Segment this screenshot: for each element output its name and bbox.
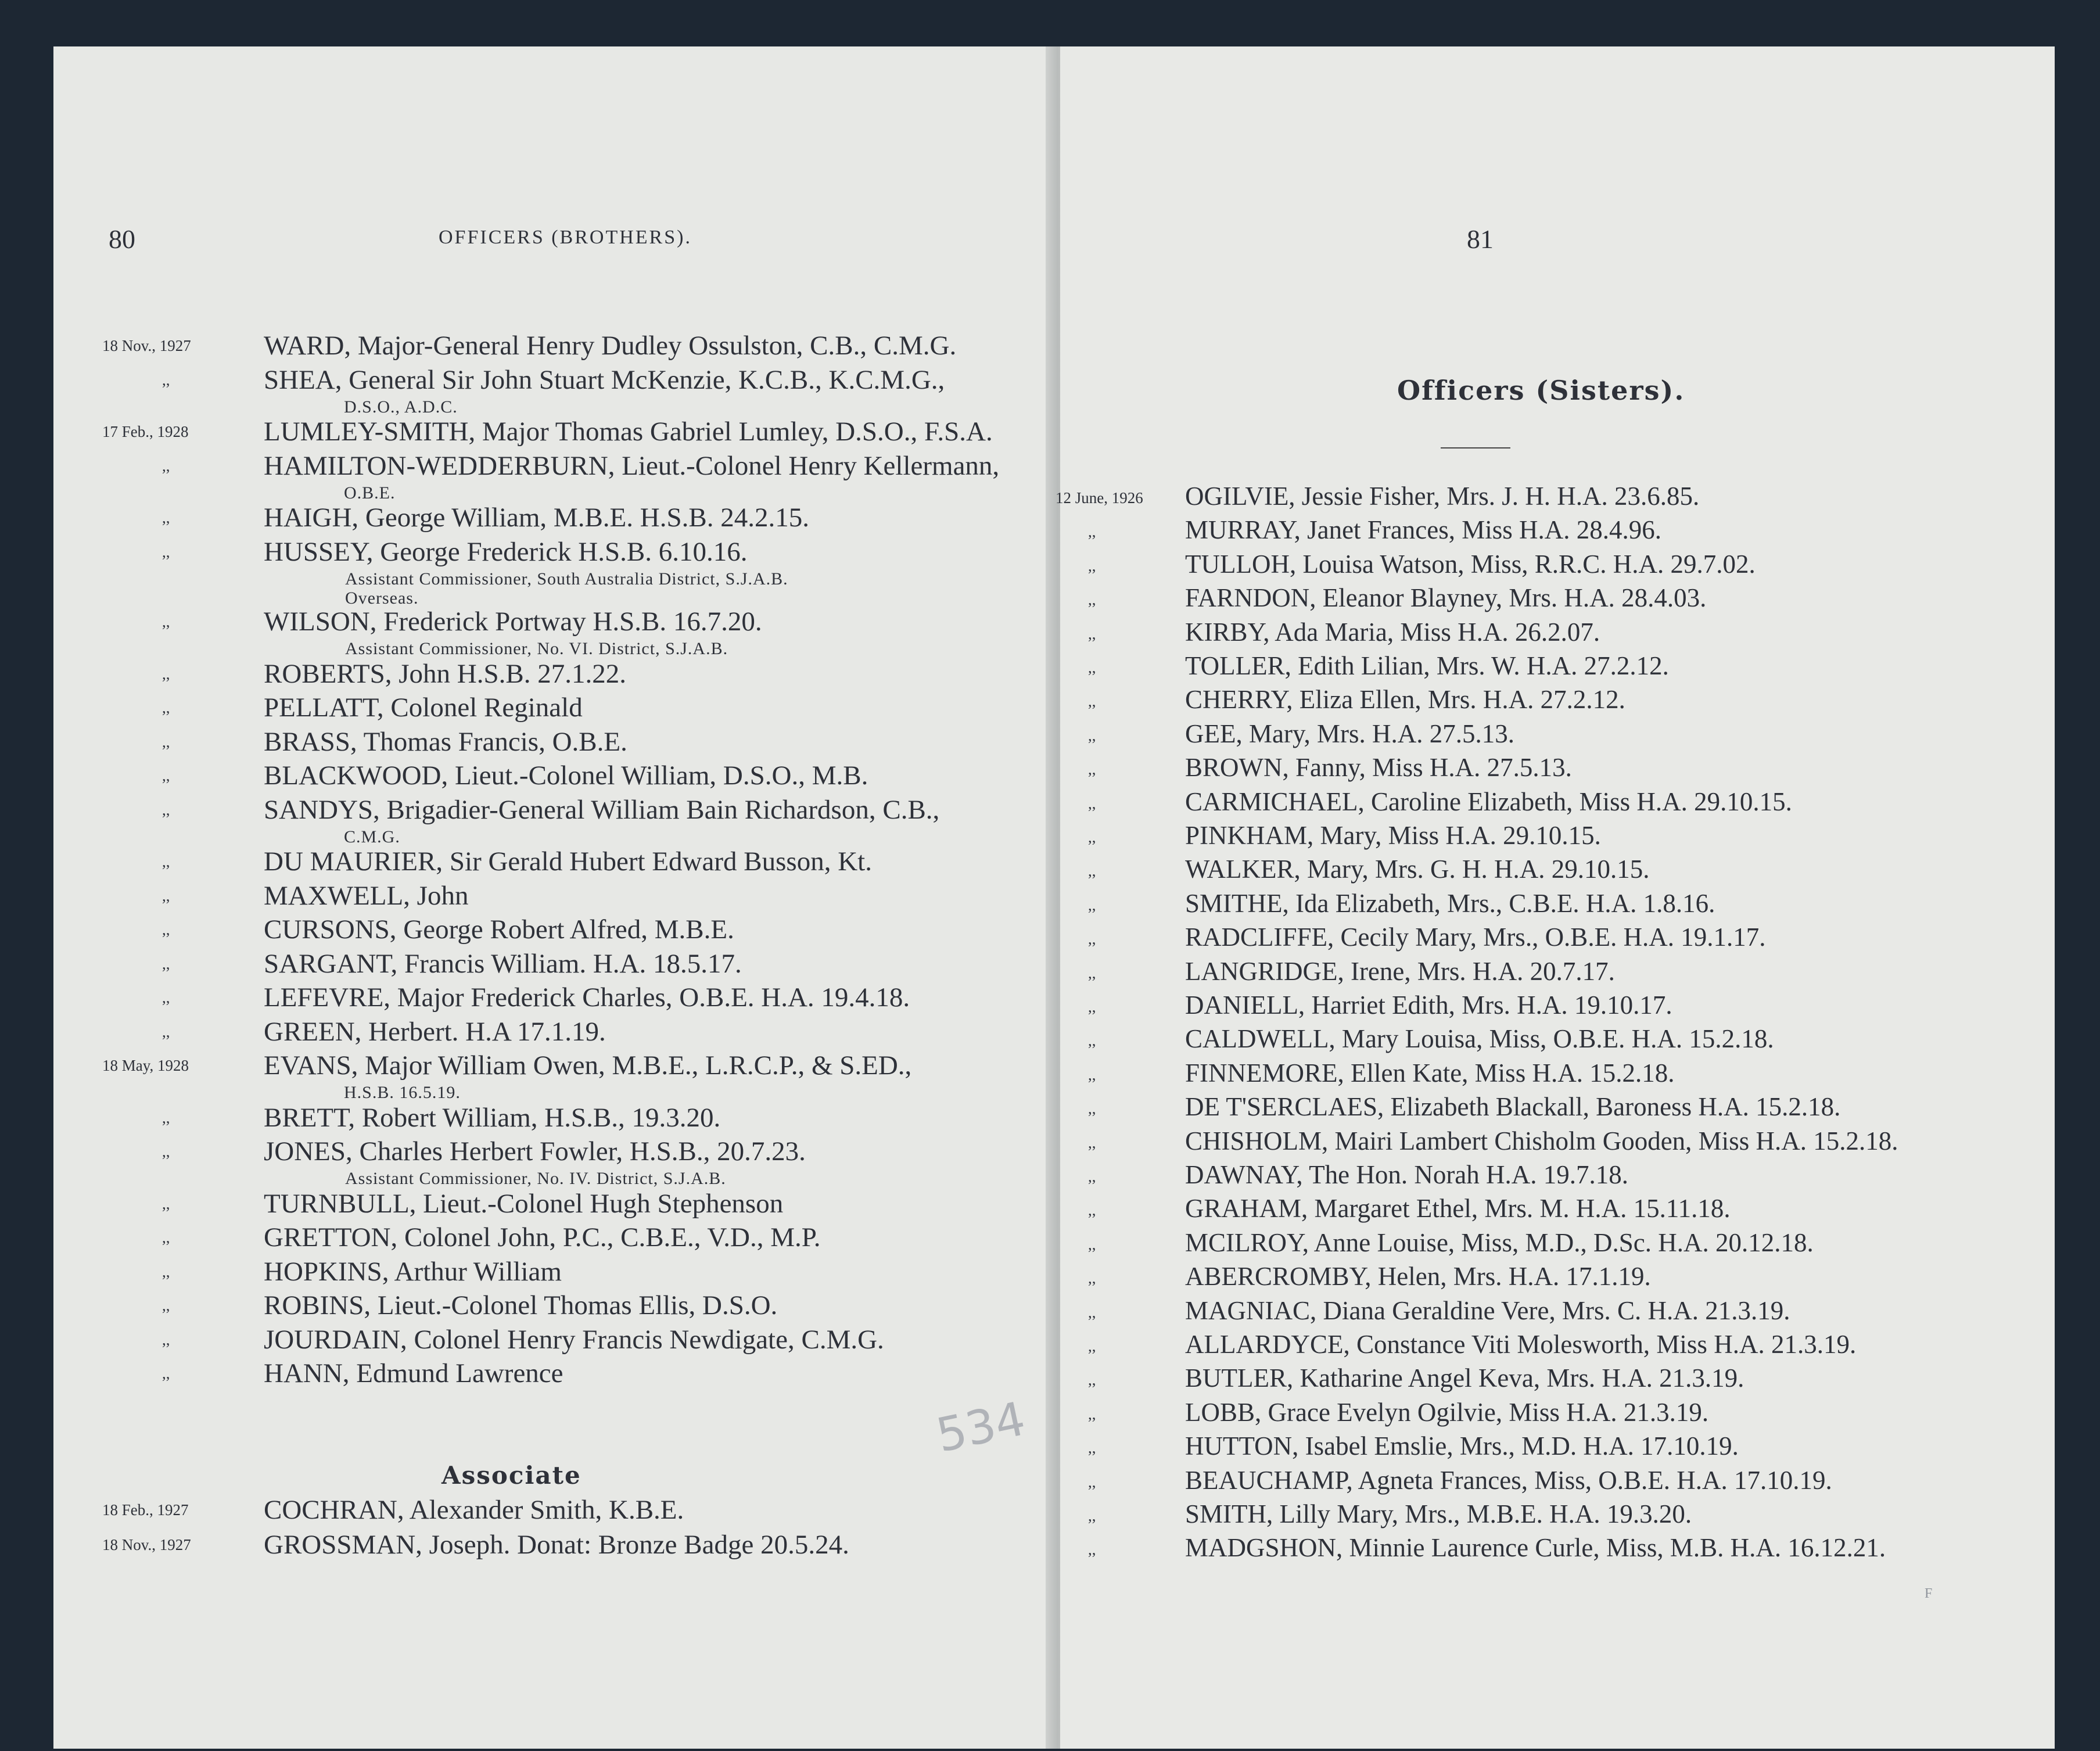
entry-date: ,, [1088,1439,1096,1457]
entry-name: LEFEVRE, Major Frederick Charles, O.B.E. H.A. 19.4.18. [264,982,910,1013]
entry-date: ,, [162,733,170,751]
entry-name: WALKER, Mary, Mrs. G. H. H.A. 29.10.15. [1185,855,1650,884]
page-number: 81 [1467,224,1494,254]
entry-subline: H.S.B. 16.5.19. [344,1083,461,1102]
entry-name: HAMILTON-WEDDERBURN, Lieut.-Colonel Henry Kellermann, [264,450,1000,481]
entry-date: ,, [162,371,170,389]
entry-date: ,, [162,457,170,475]
entry-subline: Assistant Commissioner, No. VI. District, S.J.A.B. [345,639,728,658]
entry-name: LUMLEY-SMITH, Major Thomas Gabriel Lumley, D.S.O., F.S.A. [264,417,993,447]
entry-date: ,, [1088,1168,1096,1185]
entry-date: ,, [162,1262,170,1280]
entry-name: BEAUCHAMP, Agneta Frances, Miss, O.B.E. H.A. 17.10.19. [1185,1465,1832,1495]
entry-date: ,, [162,767,170,784]
entry-subline: Assistant Commissioner, South Australia District, S.J.A.B. [345,569,788,589]
entry-name: GEE, Mary, Mrs. H.A. 27.5.13. [1185,719,1515,748]
entry-name: HANN, Edmund Lawrence [264,1358,563,1388]
entry-date: ,, [162,1365,170,1382]
entry-subline: C.M.G. [344,827,400,846]
entry-name: CALDWELL, Mary Louisa, Miss, O.B.E. H.A. 15.2.18. [1185,1024,1774,1054]
entry-name: HAIGH, George William, M.B.E. H.S.B. 24.2.15. [264,503,809,533]
entry-date: ,, [1088,1337,1096,1355]
entry-name: FINNEMORE, Ellen Kate, Miss H.A. 15.2.18. [1185,1058,1675,1088]
entry-date: ,, [162,543,170,561]
entry-date: ,, [1088,1100,1096,1118]
entry-name: MAGNIAC, Diana Geraldine Vere, Mrs. C. H.A. 21.3.19. [1185,1296,1790,1325]
entry-name: ABERCROMBY, Helen, Mrs. H.A. 17.1.19. [1185,1262,1651,1291]
entry-date: ,, [1088,726,1096,744]
entry-date: ,, [1088,794,1096,812]
associate-name: COCHRAN, Alexander Smith, K.B.E. [264,1495,684,1525]
entry-date: ,, [1088,1032,1096,1050]
entry-date: ,, [1088,659,1096,676]
entry-name: HOPKINS, Arthur William [264,1256,562,1287]
entry-name: EVANS, Major William Owen, M.B.E., L.R.C.P., & S.ED., [264,1050,912,1081]
associate-name: GROSSMAN, Joseph. Donat: Bronze Badge 20.5.24. [264,1530,849,1560]
entry-date: ,, [1088,828,1096,846]
entry-name: GRETTON, Colonel John, P.C., C.B.E., V.D., M.P. [264,1222,821,1253]
entry-date: ,, [162,1022,170,1040]
entry-date: ,, [162,955,170,973]
signature-mark: F [1925,1586,1933,1601]
entry-date: ,, [162,1143,170,1160]
entry-name: JONES, Charles Herbert Fowler, H.S.B., 20.7.23. [264,1136,806,1167]
entry-name: WARD, Major-General Henry Dudley Ossulston, C.B., C.M.G. [264,331,957,361]
entry-date: ,, [162,509,170,526]
entry-name: RADCLIFFE, Cecily Mary, Mrs., O.B.E. H.A. 19.1.17. [1185,923,1766,952]
entry-name: GREEN, Herbert. H.A 17.1.19. [264,1016,606,1047]
entry-date: 18 Nov., 1927 [102,337,191,354]
associate-heading: Associate [441,1461,581,1490]
entry-name: FARNDON, Eleanor Blayney, Mrs. H.A. 28.4.03. [1185,583,1707,613]
entry-date: ,, [1088,1201,1096,1219]
entry-date: ,, [1088,1405,1096,1423]
entry-name: BUTLER, Katharine Angel Keva, Mrs. H.A. 21.3.19. [1185,1364,1744,1393]
entry-name: PINKHAM, Mary, Miss H.A. 29.10.15. [1185,821,1601,850]
entry-date: 17 Feb., 1928 [102,423,189,440]
entry-name: CHERRY, Eliza Ellen, Mrs. H.A. 27.2.12. [1185,685,1625,715]
entry-name: KIRBY, Ada Maria, Miss H.A. 26.2.07. [1185,617,1600,647]
entry-date: ,, [1088,1065,1096,1083]
running-head: OFFICERS (BROTHERS). [439,227,692,248]
entry-date: ,, [1088,930,1096,948]
entry-name: BRASS, Thomas Francis, O.B.E. [264,726,627,757]
entry-date: ,, [162,1330,170,1348]
entry-date: ,, [162,1194,170,1212]
entry-subline: D.S.O., A.D.C. [344,397,458,417]
entry-date: ,, [1088,1473,1096,1491]
associate-date: 18 Feb., 1927 [102,1501,189,1519]
page-number: 80 [109,224,135,254]
entry-date: ,, [1088,1507,1096,1524]
heading-rule [1441,447,1510,448]
entry-name: LANGRIDGE, Irene, Mrs. H.A. 20.7.17. [1185,956,1615,986]
entry-date: ,, [162,1108,170,1126]
entry-name: MCILROY, Anne Louise, Miss, M.D., D.Sc. H.A. 20.12.18. [1185,1228,1814,1257]
entry-name: DE T'SERCLAES, Elizabeth Blackall, Baroness H.A. 15.2.18. [1185,1092,1841,1122]
entry-date: ,, [162,853,170,870]
entry-date: ,, [162,1297,170,1314]
entry-name: HUSSEY, George Frederick H.S.B. 6.10.16. [264,536,748,567]
entry-date: ,, [162,699,170,716]
entry-date: ,, [1088,862,1096,880]
entry-name: OGILVIE, Jessie Fisher, Mrs. J. H. H.A. 23.6.85. [1185,482,1700,511]
right-page [1056,46,2055,1749]
entry-date: ,, [1088,1133,1096,1151]
entry-date: ,, [1088,1235,1096,1253]
entry-name: GRAHAM, Margaret Ethel, Mrs. M. H.A. 15.11.18. [1185,1194,1731,1223]
entry-name: BROWN, Fanny, Miss H.A. 27.5.13. [1185,753,1572,783]
entry-name: SMITHE, Ida Elizabeth, Mrs., C.B.E. H.A. 1.8.16. [1185,888,1715,918]
entry-date: ,, [162,613,170,630]
entry-name: BRETT, Robert William, H.S.B., 19.3.20. [264,1102,721,1133]
entry-name: JOURDAIN, Colonel Henry Francis Newdigate, C.M.G. [264,1324,884,1355]
entry-subline: Assistant Commissioner, No. IV. District, S.J.A.B. [345,1169,726,1188]
entry-date: ,, [1088,591,1096,609]
entry-name: SHEA, General Sir John Stuart McKenzie, K.C.B., K.C.M.G., [264,364,945,395]
entry-name: TOLLER, Edith Lilian, Mrs. W. H.A. 27.2.12. [1185,651,1669,680]
entry-name: DAWNAY, The Hon. Norah H.A. 19.7.18. [1185,1160,1629,1189]
entry-name: ROBERTS, John H.S.B. 27.1.22. [264,658,626,689]
entry-name: SARGANT, Francis William. H.A. 18.5.17. [264,948,742,979]
entry-name: BLACKWOOD, Lieut.-Colonel William, D.S.O., M.B. [264,760,868,791]
entry-name: HUTTON, Isabel Emslie, Mrs., M.D. H.A. 17.10.19. [1185,1431,1739,1461]
entry-subline: Overseas. [345,588,419,608]
entry-date: ,, [1088,964,1096,982]
left-page [53,46,1057,1749]
entry-name: CURSONS, George Robert Alfred, M.B.E. [264,914,734,945]
entry-date: ,, [1088,625,1096,643]
entry-name: DANIELL, Harriet Edith, Mrs. H.A. 19.10.17. [1185,991,1672,1020]
entry-subline: O.B.E. [344,483,396,503]
entry-date: 18 May, 1928 [102,1057,189,1074]
entry-date: 12 June, 1926 [1056,489,1143,507]
associate-date: 18 Nov., 1927 [102,1536,191,1553]
entry-date: ,, [1088,557,1096,575]
entry-name: MAXWELL, John [264,880,469,911]
entry-name: SANDYS, Brigadier-General William Bain Richardson, C.B., [264,794,940,825]
entry-date: ,, [162,1229,170,1246]
entry-date: ,, [162,887,170,905]
entry-name: LOBB, Grace Evelyn Ogilvie, Miss H.A. 21.3.19. [1185,1397,1709,1427]
entry-name: TURNBULL, Lieut.-Colonel Hugh Stephenson [264,1188,784,1219]
entry-date: ,, [162,801,170,819]
entry-name: MURRAY, Janet Frances, Miss H.A. 28.4.96. [1185,515,1662,545]
entry-date: ,, [1088,1371,1096,1389]
entry-name: MADGSHON, Minnie Laurence Curle, Miss, M.B. H.A. 16.12.21. [1185,1533,1886,1563]
entry-date: ,, [162,989,170,1006]
entry-name: SMITH, Lilly Mary, Mrs., M.B.E. H.A. 19.3.20. [1185,1499,1692,1528]
entry-name: CARMICHAEL, Caroline Elizabeth, Miss H.A. 29.10.15. [1185,787,1792,816]
entry-name: ALLARDYCE, Constance Viti Molesworth, Miss H.A. 21.3.19. [1185,1330,1857,1359]
entry-date: ,, [1088,523,1096,541]
entry-date: ,, [1088,1269,1096,1287]
entry-date: ,, [1088,998,1096,1016]
entry-date: ,, [162,921,170,938]
entry-name: TULLOH, Louisa Watson, Miss, R.R.C. H.A. 29.7.02. [1185,549,1756,579]
entry-date: ,, [1088,760,1096,778]
entry-date: ,, [1088,1303,1096,1321]
pencil-note: 534 [932,1391,1030,1463]
entry-date: ,, [162,665,170,683]
entry-date: ,, [1088,692,1096,711]
entry-name: DU MAURIER, Sir Gerald Hubert Edward Busson, Kt. [264,846,872,877]
section-heading: Officers (Sisters). [1397,375,1685,406]
entry-name: CHISHOLM, Mairi Lambert Chisholm Gooden, Miss H.A. 15.2.18. [1185,1126,1898,1156]
entry-date: ,, [1088,896,1096,914]
entry-name: ROBINS, Lieut.-Colonel Thomas Ellis, D.S.O. [264,1290,778,1321]
entry-date: ,, [1088,1541,1096,1559]
entry-name: PELLATT, Colonel Reginald [264,692,583,723]
entry-name: WILSON, Frederick Portway H.S.B. 16.7.20. [264,607,762,637]
